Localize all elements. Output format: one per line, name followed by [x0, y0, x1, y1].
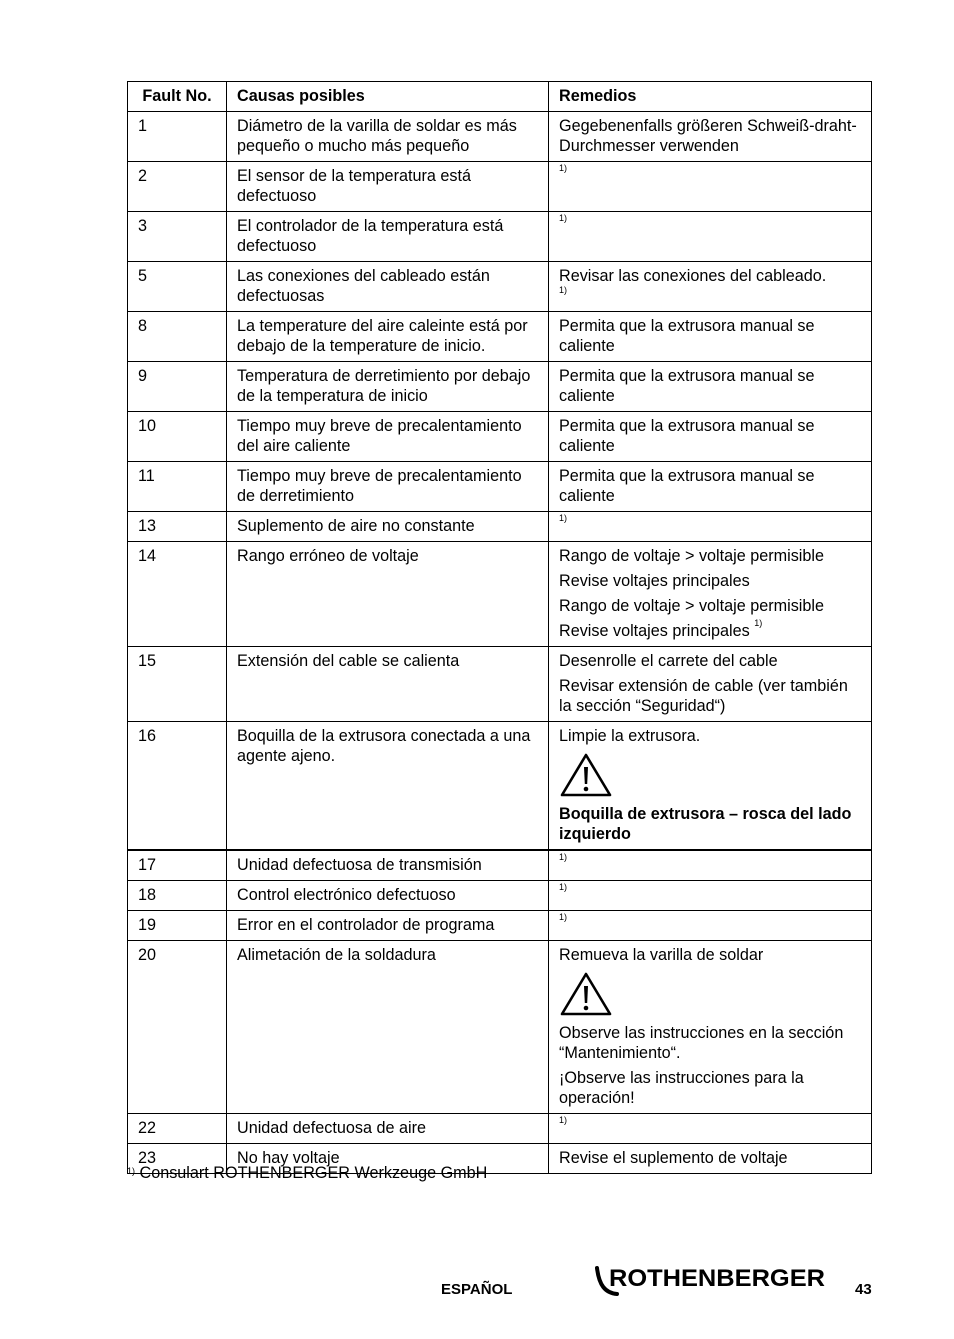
fault-number: 3	[128, 212, 227, 262]
header-causes: Causas posibles	[227, 82, 549, 112]
table-row	[128, 512, 872, 542]
table-row	[128, 262, 872, 312]
table-row	[128, 212, 872, 262]
cause-cell: Boquilla de la extrusora conectada a una agente ajeno.	[227, 722, 549, 851]
remedy-text: Remueva la varilla de soldar	[559, 946, 764, 964]
cause-cell: Error en el controlador de programa	[227, 911, 549, 941]
remedy-text: Observe las instrucciones en la sección “Mantenimiento“.	[559, 1024, 844, 1062]
table-row	[128, 312, 872, 362]
fault-number: 23	[128, 1144, 227, 1174]
rothenberger-logo	[593, 1263, 829, 1297]
footnote-ref: 1)	[559, 882, 568, 892]
remedy-text: Permita que la extrusora manual se caliente	[559, 467, 815, 505]
remedy-text: Permita que la extrusora manual se caliente	[559, 417, 815, 455]
table-row	[128, 722, 872, 851]
table-row	[128, 542, 872, 647]
cause-cell: Temperatura de derretimiento por debajo de la temperatura de inicio	[227, 362, 549, 412]
remedy-text: Revisar extensión de cable (ver también la sección “Seguridad“)	[559, 677, 848, 715]
footnote-marker: 1)	[127, 1166, 136, 1176]
language-label: ESPAÑOL	[441, 1281, 513, 1298]
remedy-cell	[549, 212, 872, 262]
remedy-cell	[549, 512, 872, 542]
remedy-cell	[549, 262, 872, 312]
cause-cell: Diámetro de la varilla de soldar es más pequeño o mucho más pequeño	[227, 112, 549, 162]
table-row	[128, 911, 872, 941]
cause-cell: Tiempo muy breve de precalentamiento de derretimiento	[227, 462, 549, 512]
remedy-cell	[549, 941, 872, 1114]
cause-cell: No hay voltaje	[227, 1144, 549, 1174]
remedy-text: Desenrolle el carrete del cable	[559, 652, 778, 670]
remedy-cell	[549, 312, 872, 362]
footnote-ref: 1)	[559, 213, 568, 223]
footnote-ref: 1)	[559, 852, 568, 862]
fault-number: 15	[128, 647, 227, 722]
cause-cell: Tiempo muy breve de precalentamiento del aire caliente	[227, 412, 549, 462]
footnote-ref: 1)	[754, 618, 763, 628]
remedy-cell	[549, 462, 872, 512]
cause-cell: El controlador de la temperatura está defectuoso	[227, 212, 549, 262]
fault-number: 14	[128, 542, 227, 647]
remedy-cell	[549, 112, 872, 162]
cause-cell: Rango erróneo de voltaje	[227, 542, 549, 647]
remedy-cell	[549, 850, 872, 881]
page-number: 43	[855, 1281, 872, 1298]
cause-cell: Extensión del cable se calienta	[227, 647, 549, 722]
remedy-text-with-ref	[559, 618, 861, 641]
remedy-cell	[549, 162, 872, 212]
fault-number: 5	[128, 262, 227, 312]
footnote	[127, 1163, 487, 1183]
cause-cell: Unidad defectuosa de transmisión	[227, 850, 549, 881]
remedy-cell	[549, 911, 872, 941]
remedy-text: Limpie la extrusora.	[559, 727, 701, 745]
remedy-cell	[549, 647, 872, 722]
table-row	[128, 362, 872, 412]
footnote-ref: 1)	[559, 163, 568, 173]
fault-number: 8	[128, 312, 227, 362]
table-row	[128, 941, 872, 1114]
footnote-ref: 1)	[559, 1115, 568, 1125]
table-row	[128, 162, 872, 212]
table-row	[128, 412, 872, 462]
fault-number: 10	[128, 412, 227, 462]
footnote-ref: 1)	[559, 912, 568, 922]
table-row	[128, 112, 872, 162]
fault-number: 13	[128, 512, 227, 542]
remedy-cell	[549, 542, 872, 647]
fault-number: 16	[128, 722, 227, 851]
table-row	[128, 850, 872, 881]
remedy-cell	[549, 881, 872, 911]
footnote-ref: 1)	[559, 513, 568, 523]
fault-number: 20	[128, 941, 227, 1114]
remedy-text: Permita que la extrusora manual se caliente	[559, 367, 815, 405]
remedy-text: Permita que la extrusora manual se caliente	[559, 317, 815, 355]
remedy-text: Rango de voltaje > voltaje permisible	[559, 597, 824, 615]
cause-cell: La temperature del aire caleinte está por debajo de la temperature de inicio.	[227, 312, 549, 362]
cause-cell: Alimetación de la soldadura	[227, 941, 549, 1114]
remedy-text: ¡Observe las instrucciones para la operación!	[559, 1069, 804, 1107]
remedy-text: Gegebenenfalls größeren Schweiß-draht-Durchmesser verwenden	[559, 117, 857, 155]
cause-cell: Suplemento de aire no constante	[227, 512, 549, 542]
remedy-text: Revise el suplemento de voltaje	[559, 1149, 788, 1167]
fault-number: 17	[128, 850, 227, 881]
remedy-cell	[549, 412, 872, 462]
brand-wordmark: ROTHENBERGER	[609, 1265, 825, 1292]
cause-cell: Control electrónico defectuoso	[227, 881, 549, 911]
cause-cell: El sensor de la temperatura está defectuoso	[227, 162, 549, 212]
warning-triangle-icon	[559, 971, 613, 1017]
header-fault-no: Fault No.	[128, 82, 227, 112]
table-row	[128, 881, 872, 911]
fault-number: 9	[128, 362, 227, 412]
fault-number: 22	[128, 1114, 227, 1144]
table-row	[128, 462, 872, 512]
table-header-row	[128, 82, 872, 112]
table-row	[128, 1114, 872, 1144]
fault-number: 18	[128, 881, 227, 911]
header-remedies: Remedios	[549, 82, 872, 112]
remedy-warning-text: Boquilla de extrusora – rosca del lado izquierdo	[559, 805, 852, 843]
fault-number: 11	[128, 462, 227, 512]
warning-triangle-icon	[559, 752, 613, 798]
remedy-text: Rango de voltaje > voltaje permisible	[559, 547, 824, 565]
fault-number: 2	[128, 162, 227, 212]
remedy-text: Revise voltajes principales	[559, 572, 750, 590]
remedy-cell	[549, 1144, 872, 1174]
remedy-cell	[549, 722, 872, 851]
fault-number: 1	[128, 112, 227, 162]
cause-cell: Las conexiones del cableado están defectuosas	[227, 262, 549, 312]
remedy-text: Revise voltajes principales	[559, 622, 750, 640]
table-row	[128, 647, 872, 722]
fault-number: 19	[128, 911, 227, 941]
remedy-cell	[549, 1114, 872, 1144]
cause-cell: Unidad defectuosa de aire	[227, 1114, 549, 1144]
remedy-cell	[549, 362, 872, 412]
fault-table	[127, 81, 872, 1174]
footnote-text: Consulart ROTHENBERGER Werkzeuge GmbH	[135, 1164, 488, 1182]
remedy-text: Revisar las conexiones del cableado.	[559, 267, 827, 285]
footnote-ref: 1)	[559, 285, 568, 295]
